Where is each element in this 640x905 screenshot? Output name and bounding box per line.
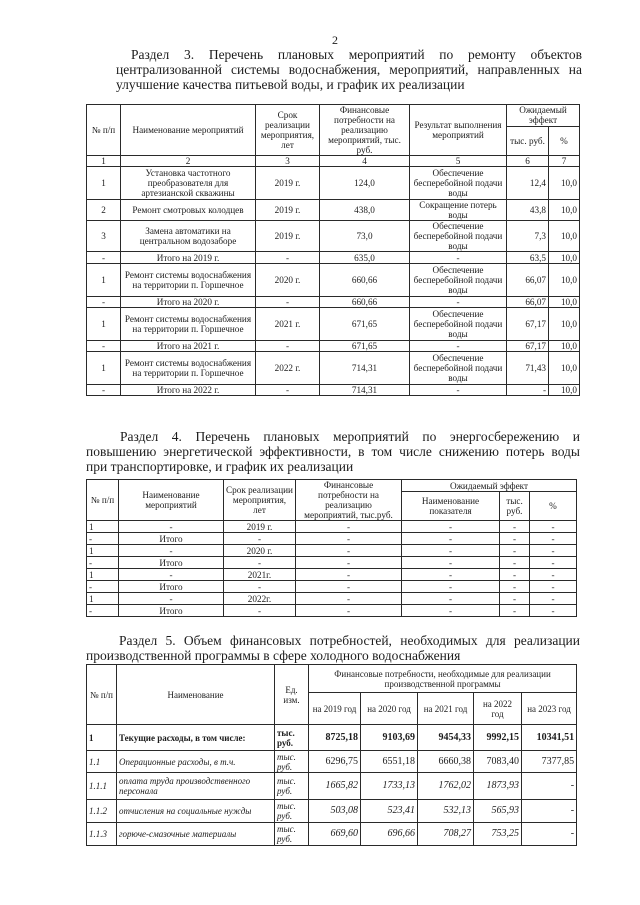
row-effect: 12,4	[507, 167, 549, 200]
row-term: 2019 г.	[256, 200, 320, 221]
row-value: 10341,51	[522, 725, 577, 751]
row-name: отчисления на социальные нужды	[117, 800, 275, 823]
header-name: Наименование	[117, 665, 275, 725]
table-row	[87, 823, 577, 846]
row-indicator: -	[402, 533, 500, 545]
section5-title-line: производственной программы в сфере холодного водоснабжения	[86, 648, 461, 663]
section3-table	[86, 104, 580, 396]
col-number: 7	[549, 156, 580, 167]
row-number: -	[87, 297, 121, 308]
row-number: -	[87, 557, 119, 569]
row-term: -	[224, 581, 296, 593]
row-finance: 635,0	[320, 252, 410, 264]
header-indicator: Наименование показателя	[402, 492, 500, 521]
row-value: 532,13	[418, 800, 474, 823]
row-unit: тыс. руб.	[275, 823, 309, 846]
header-effect: Ожидаемый эффект	[507, 105, 580, 127]
row-name: Ремонт смотровых колодцев	[121, 200, 256, 221]
header-result: Результат выполнения мероприятий	[410, 105, 507, 156]
row-percent: -	[530, 605, 577, 617]
header-num: № п/п	[87, 480, 119, 521]
table-row	[87, 264, 580, 297]
row-value: 696,66	[361, 823, 418, 846]
row-term: -	[224, 557, 296, 569]
section5-title	[86, 633, 580, 663]
row-value: 8725,18	[309, 725, 361, 751]
header-name: Наименование мероприятий	[121, 105, 256, 156]
section3-title	[116, 47, 582, 92]
row-value: -	[522, 773, 577, 800]
row-effect: 43,8	[507, 200, 549, 221]
col-number: 2	[121, 156, 256, 167]
row-result: Обеспечение бесперебойной подачи воды	[410, 308, 507, 341]
row-term: -	[256, 385, 320, 396]
row-effect: 66,07	[507, 297, 549, 308]
row-value: 523,41	[361, 800, 418, 823]
header-num: № п/п	[87, 105, 121, 156]
row-value: 6660,38	[418, 751, 474, 773]
row-number: 2	[87, 200, 121, 221]
table-row	[87, 341, 580, 352]
row-finance: -	[296, 533, 402, 545]
header-thous: тыс. руб.	[500, 492, 530, 521]
col-number: 5	[410, 156, 507, 167]
row-term: 2019 г.	[256, 221, 320, 252]
row-name: Итого на 2020 г.	[121, 297, 256, 308]
row-finance: -	[296, 521, 402, 533]
row-percent: 10,0	[549, 341, 580, 352]
row-result: -	[410, 252, 507, 264]
row-number: 1	[87, 308, 121, 341]
row-value: 7377,85	[522, 751, 577, 773]
row-result: Обеспечение бесперебойной подачи воды	[410, 264, 507, 297]
row-percent: 10,0	[549, 297, 580, 308]
row-value: 9454,33	[418, 725, 474, 751]
row-unit: тыс. руб.	[275, 725, 309, 751]
row-value: 7083,40	[474, 751, 522, 773]
row-value: 6551,18	[361, 751, 418, 773]
row-percent: 10,0	[549, 308, 580, 341]
row-value: 503,08	[309, 800, 361, 823]
row-effect: 66,07	[507, 264, 549, 297]
row-finance: 714,31	[320, 385, 410, 396]
row-result: Обеспечение бесперебойной подачи воды	[410, 167, 507, 200]
row-finance: 660,66	[320, 297, 410, 308]
row-finance: 660,66	[320, 264, 410, 297]
row-number: -	[87, 252, 121, 264]
table-row	[87, 557, 577, 569]
row-effect: 67,17	[507, 308, 549, 341]
row-effect: -	[500, 605, 530, 617]
header-year: на 2019 год	[309, 693, 361, 725]
row-percent: 10,0	[549, 385, 580, 396]
section5-title-line: Раздел 5. Объем финансовых потребностей, необходимых для реализации	[119, 633, 580, 648]
row-result: -	[410, 341, 507, 352]
row-value: 708,27	[418, 823, 474, 846]
row-effect: -	[500, 545, 530, 557]
row-percent: 10,0	[549, 252, 580, 264]
table-row	[87, 385, 580, 396]
col-number: 6	[507, 156, 549, 167]
row-finance: 438,0	[320, 200, 410, 221]
row-name: Операционные расходы, в т.ч.	[117, 751, 275, 773]
row-number: 1.1.3	[87, 823, 117, 846]
row-finance: -	[296, 605, 402, 617]
row-unit: тыс. руб.	[275, 751, 309, 773]
row-finance: -	[296, 545, 402, 557]
row-percent: -	[530, 593, 577, 605]
row-name: -	[119, 593, 224, 605]
row-percent: 10,0	[549, 352, 580, 385]
row-term: 2019 г.	[256, 167, 320, 200]
row-result: -	[410, 297, 507, 308]
section4-title-line: повышению энергетической эффективности, в том числе снижению потерь воды	[86, 444, 580, 459]
header-effect: Ожидаемый эффект	[402, 480, 577, 492]
row-percent: 10,0	[549, 167, 580, 200]
row-number: 1.1.1	[87, 773, 117, 800]
page-number: 2	[332, 33, 338, 47]
row-number: 1	[87, 725, 117, 751]
section4-title	[86, 429, 580, 474]
row-number: 1	[87, 167, 121, 200]
row-name: -	[119, 545, 224, 557]
row-finance: 671,65	[320, 308, 410, 341]
row-value: 565,93	[474, 800, 522, 823]
row-number: -	[87, 605, 119, 617]
header-name: Наименование мероприятий	[119, 480, 224, 521]
row-term: 2022 г.	[256, 352, 320, 385]
table-row	[87, 569, 577, 581]
row-finance: -	[296, 557, 402, 569]
section3-title-line: Раздел 3. Перечень плановых мероприятий по ремонту объектов	[131, 47, 582, 62]
row-finance: 73,0	[320, 221, 410, 252]
row-effect: -	[500, 557, 530, 569]
row-number: 3	[87, 221, 121, 252]
row-term: 2020 г.	[224, 545, 296, 557]
row-name: Итого на 2022 г.	[121, 385, 256, 396]
row-effect: -	[500, 533, 530, 545]
row-unit: тыс. руб.	[275, 800, 309, 823]
row-value: 669,60	[309, 823, 361, 846]
row-term: -	[256, 341, 320, 352]
row-name: Замена автоматики на центральном водозаборе	[121, 221, 256, 252]
row-percent: 10,0	[549, 200, 580, 221]
table-row	[87, 521, 577, 533]
header-pct: %	[530, 492, 577, 521]
row-term: 2021г.	[224, 569, 296, 581]
section4-title-line: Раздел 4. Перечень плановых мероприятий по энергосбережению и	[120, 429, 580, 444]
row-result: Сокращение потерь воды	[410, 200, 507, 221]
row-effect: 67,17	[507, 341, 549, 352]
header-num: № п/п	[87, 665, 117, 725]
row-indicator: -	[402, 557, 500, 569]
row-name: Ремонт системы водоснабжения на территории п. Горшечное	[121, 308, 256, 341]
row-term: 2019 г.	[224, 521, 296, 533]
table-row	[87, 800, 577, 823]
row-effect: 63,5	[507, 252, 549, 264]
row-number: 1	[87, 569, 119, 581]
table-row	[87, 773, 577, 800]
row-name: Текущие расходы, в том числе:	[117, 725, 275, 751]
table-row	[87, 200, 580, 221]
header-term: Срок реализации мероприятия, лет	[224, 480, 296, 521]
row-name: Итого	[119, 533, 224, 545]
row-number: 1	[87, 521, 119, 533]
table-row	[87, 308, 580, 341]
row-percent: -	[530, 545, 577, 557]
row-number: -	[87, 581, 119, 593]
section4-title-line: при транспортировке, и график их реализации	[86, 459, 354, 474]
row-name: Ремонт системы водоснабжения на территории п. Горшечное	[121, 264, 256, 297]
row-number: 1.1	[87, 751, 117, 773]
row-value: -	[522, 823, 577, 846]
header-year: на 2021 год	[418, 693, 474, 725]
row-number: -	[87, 533, 119, 545]
row-percent: -	[530, 581, 577, 593]
row-name: -	[119, 569, 224, 581]
row-finance: -	[296, 593, 402, 605]
row-percent: 10,0	[549, 221, 580, 252]
row-term: -	[224, 605, 296, 617]
row-indicator: -	[402, 593, 500, 605]
row-effect: -	[507, 385, 549, 396]
section5-table	[86, 664, 577, 846]
row-indicator: -	[402, 521, 500, 533]
row-term: 2021 г.	[256, 308, 320, 341]
header-unit: Ед. изм.	[275, 665, 309, 725]
table-row	[87, 252, 580, 264]
header-finance: Финансовые потребности на реализацию мероприятий, тыс. руб.	[320, 105, 410, 156]
table-row	[87, 725, 577, 751]
section4-table	[86, 479, 577, 617]
row-unit: тыс. руб.	[275, 773, 309, 800]
row-effect: -	[500, 593, 530, 605]
row-indicator: -	[402, 605, 500, 617]
row-effect: 71,43	[507, 352, 549, 385]
row-term: -	[224, 533, 296, 545]
header-term: Срок реализации мероприятия, лет	[256, 105, 320, 156]
table-row	[87, 297, 580, 308]
row-finance: 124,0	[320, 167, 410, 200]
section3-title-line: улучшение качества питьевой воды, и график их реализации	[116, 77, 465, 92]
table-row	[87, 167, 580, 200]
table-row	[87, 581, 577, 593]
row-number: 1	[87, 264, 121, 297]
row-name: Установка частотного преобразователя для артезианской скважины	[121, 167, 256, 200]
table-row	[87, 545, 577, 557]
row-name: Итого	[119, 581, 224, 593]
row-number: 1.1.2	[87, 800, 117, 823]
table-row	[87, 605, 577, 617]
row-effect: 7,3	[507, 221, 549, 252]
row-value: 1665,82	[309, 773, 361, 800]
row-percent: -	[530, 521, 577, 533]
row-value: 753,25	[474, 823, 522, 846]
row-value: 6296,75	[309, 751, 361, 773]
row-number: 1	[87, 545, 119, 557]
row-percent: -	[530, 557, 577, 569]
row-name: оплата труда производственного персонала	[117, 773, 275, 800]
row-percent: -	[530, 533, 577, 545]
row-value: 1733,13	[361, 773, 418, 800]
header-year: на 2023 год	[522, 693, 577, 725]
row-name: Итого на 2019 г.	[121, 252, 256, 264]
table-row	[87, 221, 580, 252]
row-name: Итого	[119, 605, 224, 617]
header-thous: тыс. руб.	[507, 126, 549, 155]
row-value: 1762,02	[418, 773, 474, 800]
col-number: 4	[320, 156, 410, 167]
table-row	[87, 593, 577, 605]
row-result: Обеспечение бесперебойной подачи воды	[410, 352, 507, 385]
table-row	[87, 533, 577, 545]
header-year: на 2020 год	[361, 693, 418, 725]
row-value: 1873,93	[474, 773, 522, 800]
row-term: 2022г.	[224, 593, 296, 605]
row-value: 9103,69	[361, 725, 418, 751]
row-effect: -	[500, 581, 530, 593]
row-term: -	[256, 297, 320, 308]
header-year: на 2022 год	[474, 693, 522, 725]
section3-title-line: централизованной системы водоснабжения, мероприятий, направленных на	[116, 62, 582, 77]
row-finance: 714,31	[320, 352, 410, 385]
row-effect: -	[500, 521, 530, 533]
row-number: 1	[87, 352, 121, 385]
row-percent: -	[530, 569, 577, 581]
row-indicator: -	[402, 581, 500, 593]
row-value: -	[522, 800, 577, 823]
row-name: Итого	[119, 557, 224, 569]
row-number: -	[87, 385, 121, 396]
row-name: Итого на 2021 г.	[121, 341, 256, 352]
row-percent: 10,0	[549, 264, 580, 297]
row-indicator: -	[402, 545, 500, 557]
row-name: горюче-смазочные материалы	[117, 823, 275, 846]
row-indicator: -	[402, 569, 500, 581]
col-number: 1	[87, 156, 121, 167]
row-effect: -	[500, 569, 530, 581]
row-result: Обеспечение бесперебойной подачи воды	[410, 221, 507, 252]
col-number: 3	[256, 156, 320, 167]
row-result: -	[410, 385, 507, 396]
row-name: -	[119, 521, 224, 533]
row-term: 2020 г.	[256, 264, 320, 297]
header-finance: Финансовые потребности на реализацию мероприятий, тыс.руб.	[296, 480, 402, 521]
row-name: Ремонт системы водоснабжения на территории п. Горшечное	[121, 352, 256, 385]
row-finance: -	[296, 581, 402, 593]
header-finance: Финансовые потребности, необходимые для реализации производственной программы	[309, 665, 577, 693]
header-pct: %	[549, 126, 580, 155]
row-term: -	[256, 252, 320, 264]
row-number: 1	[87, 593, 119, 605]
table-row	[87, 751, 577, 773]
row-value: 9992,15	[474, 725, 522, 751]
row-number: -	[87, 341, 121, 352]
row-finance: -	[296, 569, 402, 581]
row-finance: 671,65	[320, 341, 410, 352]
table-row	[87, 352, 580, 385]
